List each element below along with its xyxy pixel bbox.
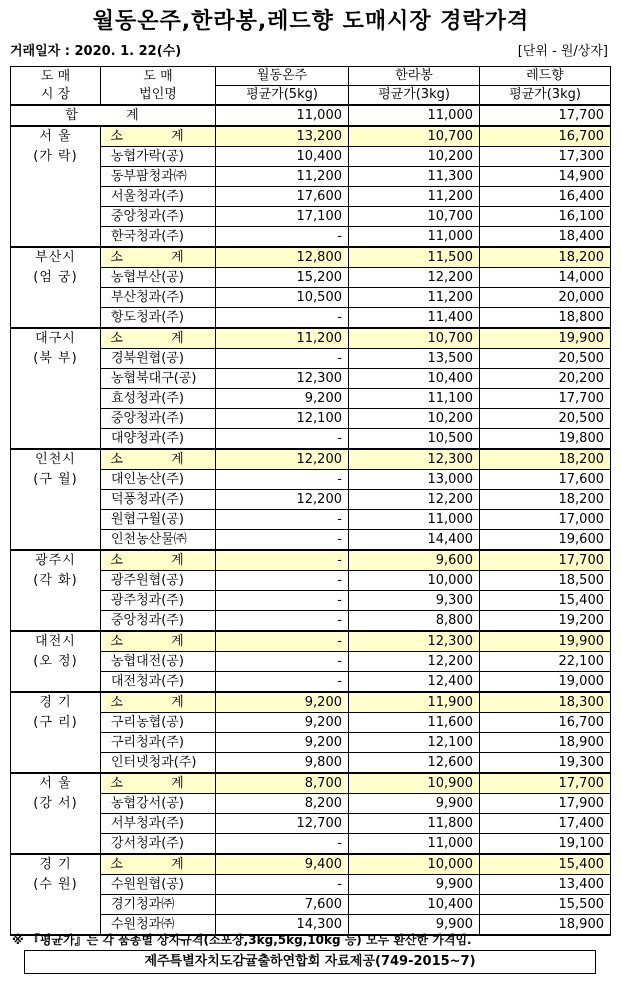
price-value: 13,500 bbox=[349, 349, 480, 369]
subtotal-value: 10,700 bbox=[349, 328, 480, 349]
unit-header-3: 평균가(3kg) bbox=[480, 86, 611, 106]
price-value: 17,900 bbox=[480, 794, 611, 814]
subtotal-row bbox=[11, 631, 611, 652]
price-value: 9,800 bbox=[216, 753, 349, 774]
subtotal-value: 11,900 bbox=[349, 692, 480, 713]
price-value: - bbox=[216, 571, 349, 591]
subtotal-value: 9,600 bbox=[349, 550, 480, 571]
price-value: 19,300 bbox=[480, 753, 611, 774]
corp-name: 수원원협(공) bbox=[101, 875, 216, 895]
corp-name: 농협강서(공) bbox=[101, 794, 216, 814]
price-value: 11,200 bbox=[349, 288, 480, 308]
market-cell bbox=[11, 854, 101, 935]
subtotal-value: 15,400 bbox=[480, 854, 611, 875]
price-value: 17,600 bbox=[480, 470, 611, 490]
subtotal-label: 소 계 bbox=[101, 631, 216, 652]
price-value: 12,400 bbox=[349, 672, 480, 693]
price-value: - bbox=[216, 308, 349, 329]
market-cell bbox=[11, 126, 101, 247]
price-value: - bbox=[216, 834, 349, 855]
subtotal-label: 소 계 bbox=[101, 126, 216, 147]
price-value: - bbox=[216, 611, 349, 632]
corp-name: 경기청과㈜ bbox=[101, 895, 216, 915]
corp-name: 항도청과(주) bbox=[101, 308, 216, 329]
price-value: 17,400 bbox=[480, 814, 611, 834]
price-value: 17,100 bbox=[216, 207, 349, 227]
price-value: 7,600 bbox=[216, 895, 349, 915]
price-value: 11,100 bbox=[349, 389, 480, 409]
price-value: 18,200 bbox=[480, 490, 611, 510]
corp-name: 부산청과(주) bbox=[101, 288, 216, 308]
table-row bbox=[11, 733, 611, 753]
subtotal-row bbox=[11, 328, 611, 349]
price-value: 9,900 bbox=[349, 875, 480, 895]
table-row bbox=[11, 652, 611, 672]
corp-name: 농협북대구(공) bbox=[101, 369, 216, 389]
subtotal-value: 17,700 bbox=[480, 773, 611, 794]
price-value: 10,000 bbox=[349, 571, 480, 591]
market-header-line2: 시 장 bbox=[40, 86, 71, 102]
corp-name: 중앙청과(주) bbox=[101, 611, 216, 632]
price-value: 9,200 bbox=[216, 733, 349, 753]
price-value: 10,400 bbox=[216, 147, 349, 167]
price-value: 14,900 bbox=[480, 167, 611, 187]
price-value: 11,300 bbox=[349, 167, 480, 187]
corp-name: 덕풍청과(주) bbox=[101, 490, 216, 510]
subtotal-row bbox=[11, 247, 611, 268]
table-row bbox=[11, 875, 611, 895]
corp-name: 경북원협(공) bbox=[101, 349, 216, 369]
subtotal-value: 9,400 bbox=[216, 854, 349, 875]
corp-name: 한국청과(주) bbox=[101, 227, 216, 248]
price-value: 20,000 bbox=[480, 288, 611, 308]
price-value: 12,200 bbox=[216, 490, 349, 510]
price-value: 12,300 bbox=[216, 369, 349, 389]
subtotal-value: 17,700 bbox=[480, 550, 611, 571]
corp-name: 농협대전(공) bbox=[101, 652, 216, 672]
table-row bbox=[11, 814, 611, 834]
subtotal-row bbox=[11, 692, 611, 713]
product-header-2: 한라봉 bbox=[349, 67, 480, 86]
corp-name: 대인농산(주) bbox=[101, 470, 216, 490]
price-value: 14,300 bbox=[216, 915, 349, 936]
table-row bbox=[11, 147, 611, 167]
corp-name: 구리농협(공) bbox=[101, 713, 216, 733]
price-value: 18,800 bbox=[480, 308, 611, 329]
price-value: 11,400 bbox=[349, 308, 480, 329]
table-row bbox=[11, 349, 611, 369]
price-value: 20,500 bbox=[480, 409, 611, 429]
corp-name: 동부팜청과㈜ bbox=[101, 167, 216, 187]
corp-header-line2: 법인명 bbox=[139, 86, 177, 102]
corp-name: 중앙청과(주) bbox=[101, 409, 216, 429]
corp-name: 인천농산물㈜ bbox=[101, 530, 216, 551]
table-row bbox=[11, 389, 611, 409]
market-cell bbox=[11, 328, 101, 449]
table-row bbox=[11, 834, 611, 855]
corp-name: 농협부산(공) bbox=[101, 268, 216, 288]
market-area: (가 락) bbox=[33, 149, 78, 164]
price-value: 12,100 bbox=[349, 733, 480, 753]
price-value: 9,300 bbox=[349, 591, 480, 611]
market-name: 대구시 bbox=[35, 331, 76, 346]
table-row bbox=[11, 794, 611, 814]
price-value: 10,700 bbox=[349, 207, 480, 227]
price-value: 12,600 bbox=[349, 753, 480, 774]
total-value-3: 17,700 bbox=[480, 105, 611, 126]
price-value: 19,100 bbox=[480, 834, 611, 855]
subtotal-value: 10,000 bbox=[349, 854, 480, 875]
total-label: 합 계 bbox=[11, 105, 216, 126]
subtotal-value: 12,200 bbox=[216, 449, 349, 470]
market-area: (수 원) bbox=[33, 877, 78, 892]
table-row bbox=[11, 429, 611, 450]
subtotal-row bbox=[11, 449, 611, 470]
price-value: 12,200 bbox=[349, 268, 480, 288]
corp-name: 광주원협(공) bbox=[101, 571, 216, 591]
price-value: 10,400 bbox=[349, 369, 480, 389]
price-value: 16,400 bbox=[480, 187, 611, 207]
subtotal-value: - bbox=[216, 550, 349, 571]
market-area: (북 부) bbox=[33, 351, 78, 366]
price-value: 11,000 bbox=[349, 510, 480, 530]
price-value: 13,000 bbox=[349, 470, 480, 490]
table-row bbox=[11, 591, 611, 611]
price-value: 13,400 bbox=[480, 875, 611, 895]
corp-header-line1: 도 매 bbox=[143, 68, 173, 84]
price-value: 9,200 bbox=[216, 713, 349, 733]
table-row bbox=[11, 753, 611, 774]
price-value: 14,000 bbox=[480, 268, 611, 288]
subtotal-row bbox=[11, 854, 611, 875]
subtotal-value: 9,200 bbox=[216, 692, 349, 713]
market-header bbox=[11, 67, 101, 106]
price-value: 15,500 bbox=[480, 895, 611, 915]
unit-header-2: 평균가(3kg) bbox=[349, 86, 480, 106]
subtotal-label: 소 계 bbox=[101, 854, 216, 875]
price-value: 10,400 bbox=[349, 895, 480, 915]
subtotal-label: 소 계 bbox=[101, 550, 216, 571]
market-cell bbox=[11, 449, 101, 550]
market-area: (엄 궁) bbox=[33, 270, 78, 285]
table-row bbox=[11, 227, 611, 248]
market-area: (오 정) bbox=[33, 654, 78, 669]
subtotal-row bbox=[11, 550, 611, 571]
price-value: 19,000 bbox=[480, 672, 611, 693]
price-table bbox=[10, 66, 611, 936]
price-value: 18,900 bbox=[480, 915, 611, 936]
market-name: 경 기 bbox=[39, 857, 72, 872]
price-value: 17,600 bbox=[216, 187, 349, 207]
subtotal-row bbox=[11, 773, 611, 794]
price-value: 10,500 bbox=[349, 429, 480, 450]
table-row bbox=[11, 369, 611, 389]
price-value: 16,100 bbox=[480, 207, 611, 227]
subtotal-label: 소 계 bbox=[101, 449, 216, 470]
price-value: 14,400 bbox=[349, 530, 480, 551]
corp-header bbox=[101, 67, 216, 106]
market-name: 경 기 bbox=[39, 695, 72, 710]
trade-date: 거래일자 : 2020. 1. 22(수) bbox=[10, 44, 182, 59]
price-value: 18,500 bbox=[480, 571, 611, 591]
price-value: 12,200 bbox=[349, 652, 480, 672]
market-cell bbox=[11, 631, 101, 692]
price-value: 22,100 bbox=[480, 652, 611, 672]
corp-name: 서울청과(주) bbox=[101, 187, 216, 207]
price-value: 17,000 bbox=[480, 510, 611, 530]
price-value: - bbox=[216, 672, 349, 693]
market-header-line1: 도 매 bbox=[40, 68, 71, 84]
table-row bbox=[11, 895, 611, 915]
table-row bbox=[11, 530, 611, 551]
total-row bbox=[11, 105, 611, 126]
subtotal-value: 11,500 bbox=[349, 247, 480, 268]
price-value: 20,200 bbox=[480, 369, 611, 389]
corp-name: 인터넷청과(주) bbox=[101, 753, 216, 774]
subtotal-value: - bbox=[216, 631, 349, 652]
price-value: 17,300 bbox=[480, 147, 611, 167]
table-row bbox=[11, 713, 611, 733]
source-credit: 제주특별자치도감귤출하연합회 자료제공(749-2015~7) bbox=[24, 950, 596, 974]
total-value-1: 11,000 bbox=[216, 105, 349, 126]
subtotal-value: 13,200 bbox=[216, 126, 349, 147]
price-table-body bbox=[11, 67, 611, 936]
market-cell bbox=[11, 247, 101, 328]
market-cell bbox=[11, 692, 101, 773]
table-row bbox=[11, 611, 611, 632]
subtotal-value: 10,700 bbox=[349, 126, 480, 147]
table-row bbox=[11, 571, 611, 591]
price-value: 15,400 bbox=[480, 591, 611, 611]
price-value: 19,200 bbox=[480, 611, 611, 632]
table-row bbox=[11, 490, 611, 510]
price-value: 19,600 bbox=[480, 530, 611, 551]
price-value: - bbox=[216, 510, 349, 530]
market-cell bbox=[11, 773, 101, 854]
market-cell bbox=[11, 550, 101, 631]
subtotal-value: 11,200 bbox=[216, 328, 349, 349]
subtotal-value: 12,300 bbox=[349, 449, 480, 470]
market-name: 서 울 bbox=[39, 776, 72, 791]
price-value: 18,900 bbox=[480, 733, 611, 753]
price-value: - bbox=[216, 875, 349, 895]
corp-name: 대양청과(주) bbox=[101, 429, 216, 450]
table-row bbox=[11, 470, 611, 490]
price-value: 10,500 bbox=[216, 288, 349, 308]
price-value: 12,700 bbox=[216, 814, 349, 834]
page-title: 월동온주,한라봉,레드향 도매시장 경락가격 bbox=[92, 9, 530, 34]
table-row bbox=[11, 288, 611, 308]
market-name: 광주시 bbox=[35, 553, 76, 568]
price-value: - bbox=[216, 470, 349, 490]
subtotal-label: 소 계 bbox=[101, 328, 216, 349]
table-row bbox=[11, 308, 611, 329]
market-area: (구 월) bbox=[33, 472, 78, 487]
price-value: 11,000 bbox=[349, 834, 480, 855]
price-value: 12,100 bbox=[216, 409, 349, 429]
unit-label: [단위 - 원/상자] bbox=[517, 44, 608, 59]
table-row bbox=[11, 268, 611, 288]
meta-bar bbox=[10, 40, 608, 60]
price-value: 8,200 bbox=[216, 794, 349, 814]
subtotal-row bbox=[11, 126, 611, 147]
subtotal-label: 소 계 bbox=[101, 247, 216, 268]
price-value: 11,800 bbox=[349, 814, 480, 834]
subtotal-value: 18,200 bbox=[480, 247, 611, 268]
price-value: 11,600 bbox=[349, 713, 480, 733]
header-row-1 bbox=[11, 67, 611, 86]
market-area: (구 리) bbox=[33, 715, 78, 730]
corp-name: 강서청과(주) bbox=[101, 834, 216, 855]
subtotal-value: 12,300 bbox=[349, 631, 480, 652]
price-value: 20,500 bbox=[480, 349, 611, 369]
table-row bbox=[11, 167, 611, 187]
subtotal-value: 10,900 bbox=[349, 773, 480, 794]
price-value: 11,200 bbox=[216, 167, 349, 187]
price-value: 18,400 bbox=[480, 227, 611, 248]
price-value: 11,200 bbox=[349, 187, 480, 207]
price-value: 9,200 bbox=[216, 389, 349, 409]
price-value: 15,200 bbox=[216, 268, 349, 288]
price-value: 12,200 bbox=[349, 490, 480, 510]
price-value: - bbox=[216, 429, 349, 450]
subtotal-value: 19,900 bbox=[480, 328, 611, 349]
price-value: 16,700 bbox=[480, 713, 611, 733]
corp-name: 수원청과㈜ bbox=[101, 915, 216, 936]
market-name: 대전시 bbox=[35, 634, 76, 649]
price-value: 9,900 bbox=[349, 794, 480, 814]
price-value: 10,200 bbox=[349, 409, 480, 429]
product-header-3: 레드향 bbox=[480, 67, 611, 86]
market-name: 부산시 bbox=[35, 250, 76, 265]
price-value: - bbox=[216, 349, 349, 369]
price-value: 10,200 bbox=[349, 147, 480, 167]
table-row bbox=[11, 672, 611, 693]
market-name: 서 울 bbox=[39, 129, 72, 144]
subtotal-value: 18,200 bbox=[480, 449, 611, 470]
price-value: 8,800 bbox=[349, 611, 480, 632]
market-name: 인천시 bbox=[35, 452, 76, 467]
corp-name: 효성청과(주) bbox=[101, 389, 216, 409]
table-row bbox=[11, 187, 611, 207]
product-header-1: 월동온주 bbox=[216, 67, 349, 86]
subtotal-value: 19,900 bbox=[480, 631, 611, 652]
price-value: - bbox=[216, 530, 349, 551]
subtotal-value: 12,800 bbox=[216, 247, 349, 268]
subtotal-value: 18,300 bbox=[480, 692, 611, 713]
subtotal-value: 16,700 bbox=[480, 126, 611, 147]
price-value: - bbox=[216, 591, 349, 611]
corp-name: 구리청과(주) bbox=[101, 733, 216, 753]
corp-name: 중앙청과(주) bbox=[101, 207, 216, 227]
corp-name: 광주청과(주) bbox=[101, 591, 216, 611]
price-value: - bbox=[216, 652, 349, 672]
market-area: (강 서) bbox=[33, 796, 78, 811]
table-row bbox=[11, 409, 611, 429]
price-value: 11,000 bbox=[349, 227, 480, 248]
footnote: ※ 『평균가』는 각 품종별 상자규격(소포장,3kg,5kg,10kg 등) 모두 환산한 가격임. bbox=[12, 933, 472, 947]
price-value: 17,700 bbox=[480, 389, 611, 409]
market-area: (각 화) bbox=[33, 573, 78, 588]
table-row bbox=[11, 510, 611, 530]
subtotal-label: 소 계 bbox=[101, 773, 216, 794]
corp-name: 원협구월(공) bbox=[101, 510, 216, 530]
table-row bbox=[11, 207, 611, 227]
corp-name: 서부청과(주) bbox=[101, 814, 216, 834]
price-value: - bbox=[216, 227, 349, 248]
subtotal-value: 8,700 bbox=[216, 773, 349, 794]
total-value-2: 11,000 bbox=[349, 105, 480, 126]
corp-name: 농협가락(공) bbox=[101, 147, 216, 167]
unit-header-1: 평균가(5kg) bbox=[216, 86, 349, 106]
price-value: 19,800 bbox=[480, 429, 611, 450]
price-value: 9,900 bbox=[349, 915, 480, 936]
corp-name: 대전청과(주) bbox=[101, 672, 216, 693]
subtotal-label: 소 계 bbox=[101, 692, 216, 713]
